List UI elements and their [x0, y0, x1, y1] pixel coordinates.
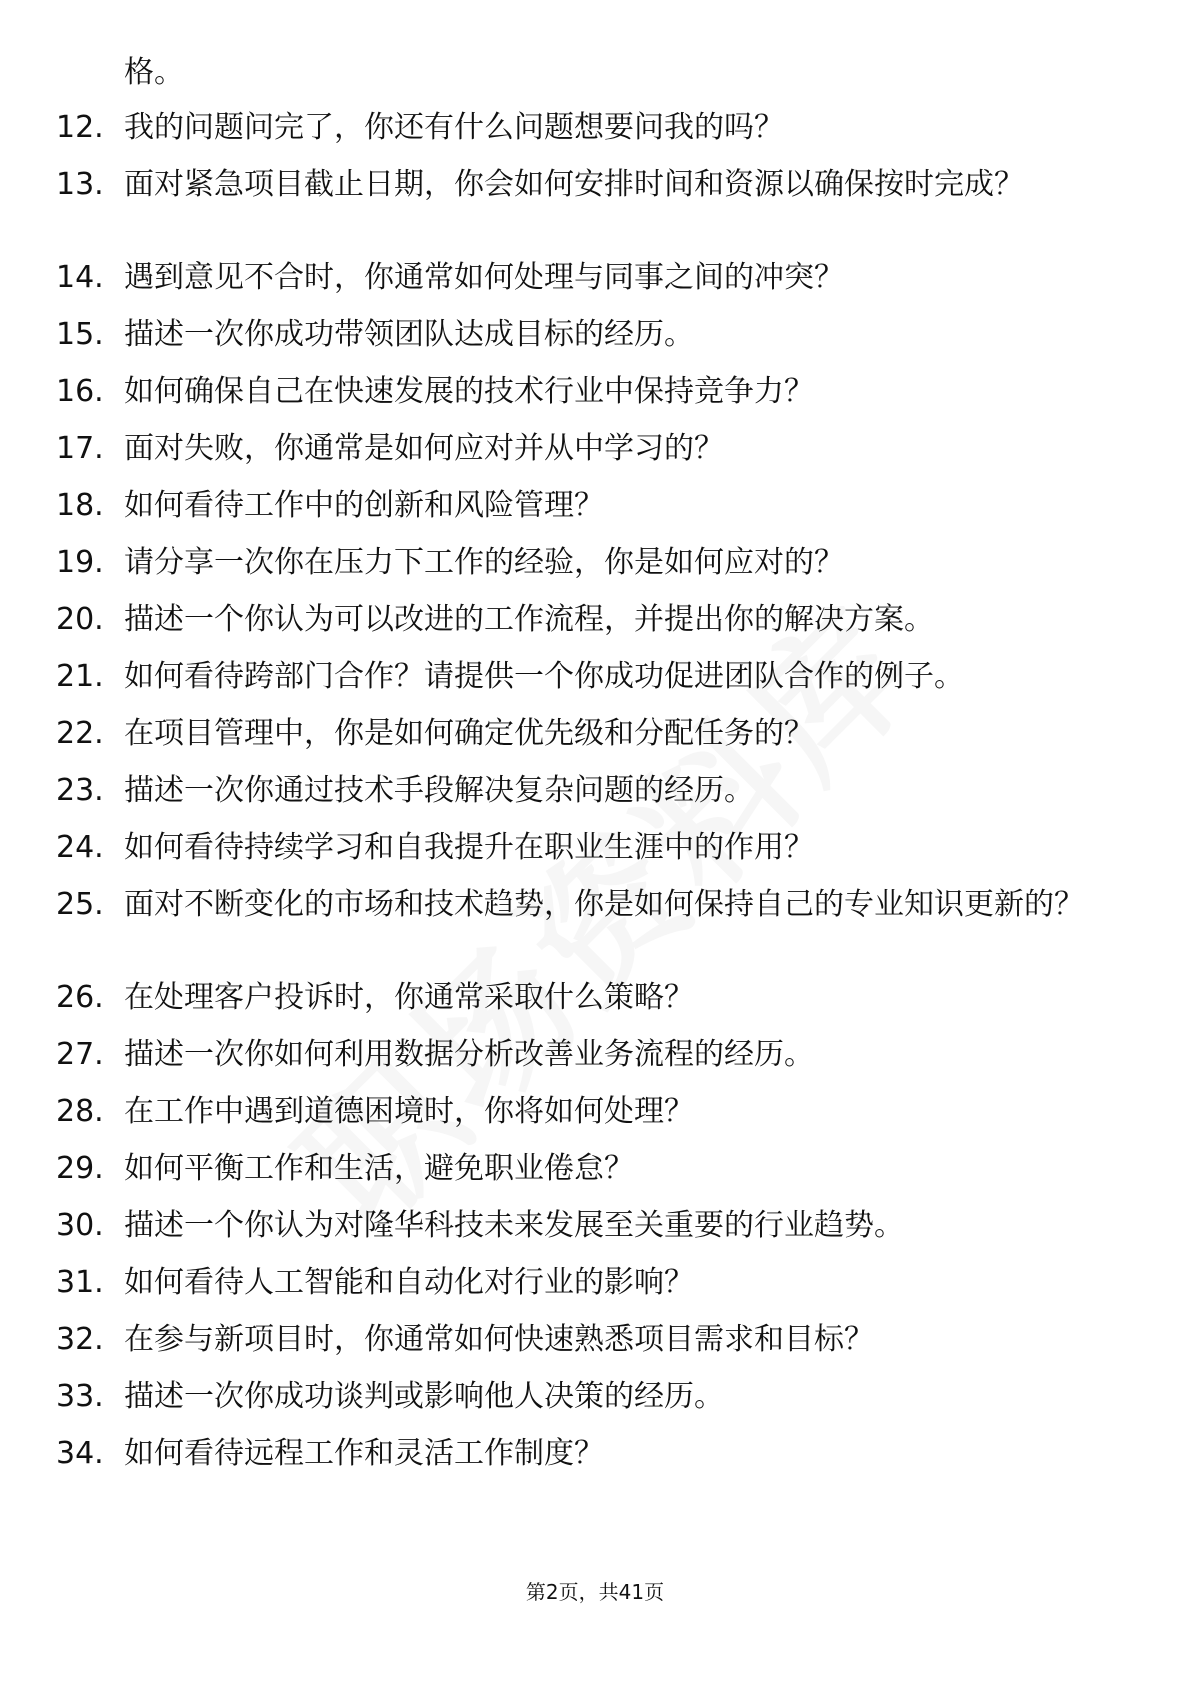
- question-text: 如何看待人工智能和自动化对行业的影响？: [124, 1265, 694, 1300]
- question-number: 26.: [56, 980, 104, 1015]
- list-item: [56, 716, 1116, 752]
- question-number: 30.: [56, 1208, 104, 1243]
- question-text: 我的问题问完了，你还有什么问题想要问我的吗？: [124, 110, 784, 145]
- list-item: [56, 1208, 1116, 1244]
- list-item: [56, 167, 1116, 203]
- question-number: 34.: [56, 1436, 104, 1471]
- question-number: 13.: [56, 167, 104, 202]
- list-item: [56, 260, 1116, 296]
- question-number: 25.: [56, 887, 104, 922]
- question-text: 描述一次你如何利用数据分析改善业务流程的经历。: [124, 1037, 814, 1072]
- question-text: 请分享一次你在压力下工作的经验，你是如何应对的？: [124, 545, 844, 580]
- list-item: [56, 659, 1116, 695]
- question-text: 描述一次你成功带领团队达成目标的经历。: [124, 317, 694, 352]
- question-text: 如何确保自己在快速发展的技术行业中保持竞争力？: [124, 374, 814, 409]
- list-item: [56, 110, 1116, 146]
- question-text: 在处理客户投诉时，你通常采取什么策略？: [124, 980, 694, 1015]
- question-number: 32.: [56, 1322, 104, 1357]
- list-item: [56, 1151, 1116, 1187]
- list-item: [56, 602, 1116, 638]
- question-text: 面对失败，你通常是如何应对并从中学习的？: [124, 431, 724, 466]
- list-item: [56, 488, 1116, 524]
- list-item: [56, 1265, 1116, 1301]
- list-item: [56, 1094, 1116, 1130]
- watermark: [245, 473, 1034, 1262]
- list-item: [56, 374, 1116, 410]
- question-number: 22.: [56, 716, 104, 751]
- question-text: 描述一个你认为对隆华科技未来发展至关重要的行业趋势。: [124, 1208, 904, 1243]
- question-text: 描述一个你认为可以改进的工作流程，并提出你的解决方案。: [124, 602, 934, 637]
- list-item: [56, 887, 1116, 923]
- list-item: [56, 980, 1116, 1016]
- list-item: [56, 1037, 1116, 1073]
- question-number: 16.: [56, 374, 104, 409]
- list-item: [56, 1379, 1116, 1415]
- question-text: 遇到意见不合时，你通常如何处理与同事之间的冲突？: [124, 260, 844, 295]
- list-item: [56, 1322, 1116, 1358]
- question-number: 24.: [56, 830, 104, 865]
- list-item: [56, 773, 1116, 809]
- question-number: 17.: [56, 431, 104, 466]
- question-number: 14.: [56, 260, 104, 295]
- question-number: 23.: [56, 773, 104, 808]
- question-text: 在项目管理中，你是如何确定优先级和分配任务的？: [124, 716, 814, 751]
- question-number: 33.: [56, 1379, 104, 1414]
- question-text: 如何看待持续学习和自我提升在职业生涯中的作用？: [124, 830, 814, 865]
- list-item: [56, 545, 1116, 581]
- question-text: 在工作中遇到道德困境时，你将如何处理？: [124, 1094, 694, 1129]
- question-number: 27.: [56, 1037, 104, 1072]
- list-item: [56, 1436, 1116, 1472]
- question-text: 如何看待跨部门合作？请提供一个你成功促进团队合作的例子。: [124, 659, 964, 694]
- question-text: 如何看待远程工作和灵活工作制度？: [124, 1436, 604, 1471]
- page-footer: 第2页，共41页: [525, 1580, 665, 1604]
- question-number: 29.: [56, 1151, 104, 1186]
- question-text: 描述一次你成功谈判或影响他人决策的经历。: [124, 1379, 724, 1414]
- question-text: 在参与新项目时，你通常如何快速熟悉项目需求和目标？: [124, 1322, 874, 1357]
- question-text: 如何看待工作中的创新和风险管理？: [124, 488, 604, 523]
- list-item: [56, 317, 1116, 353]
- list-item: [56, 830, 1116, 866]
- question-number: 15.: [56, 317, 104, 352]
- question-number: 21.: [56, 659, 104, 694]
- list-item: [56, 431, 1116, 467]
- question-number: 20.: [56, 602, 104, 637]
- question-number: 28.: [56, 1094, 104, 1129]
- question-text: 描述一次你通过技术手段解决复杂问题的经历。: [124, 773, 754, 808]
- question-number: 18.: [56, 488, 104, 523]
- question-text: 面对不断变化的市场和技术趋势，你是如何保持自己的专业知识更新的？: [124, 887, 1084, 922]
- question-text: 如何平衡工作和生活，避免职业倦怠？: [124, 1151, 634, 1186]
- question-number: 31.: [56, 1265, 104, 1300]
- question-number: 12.: [56, 110, 104, 145]
- question-number: 19.: [56, 545, 104, 580]
- question-text: 面对紧急项目截止日期，你会如何安排时间和资源以确保按时完成？: [124, 167, 1024, 202]
- continued-text: 格。: [124, 55, 184, 90]
